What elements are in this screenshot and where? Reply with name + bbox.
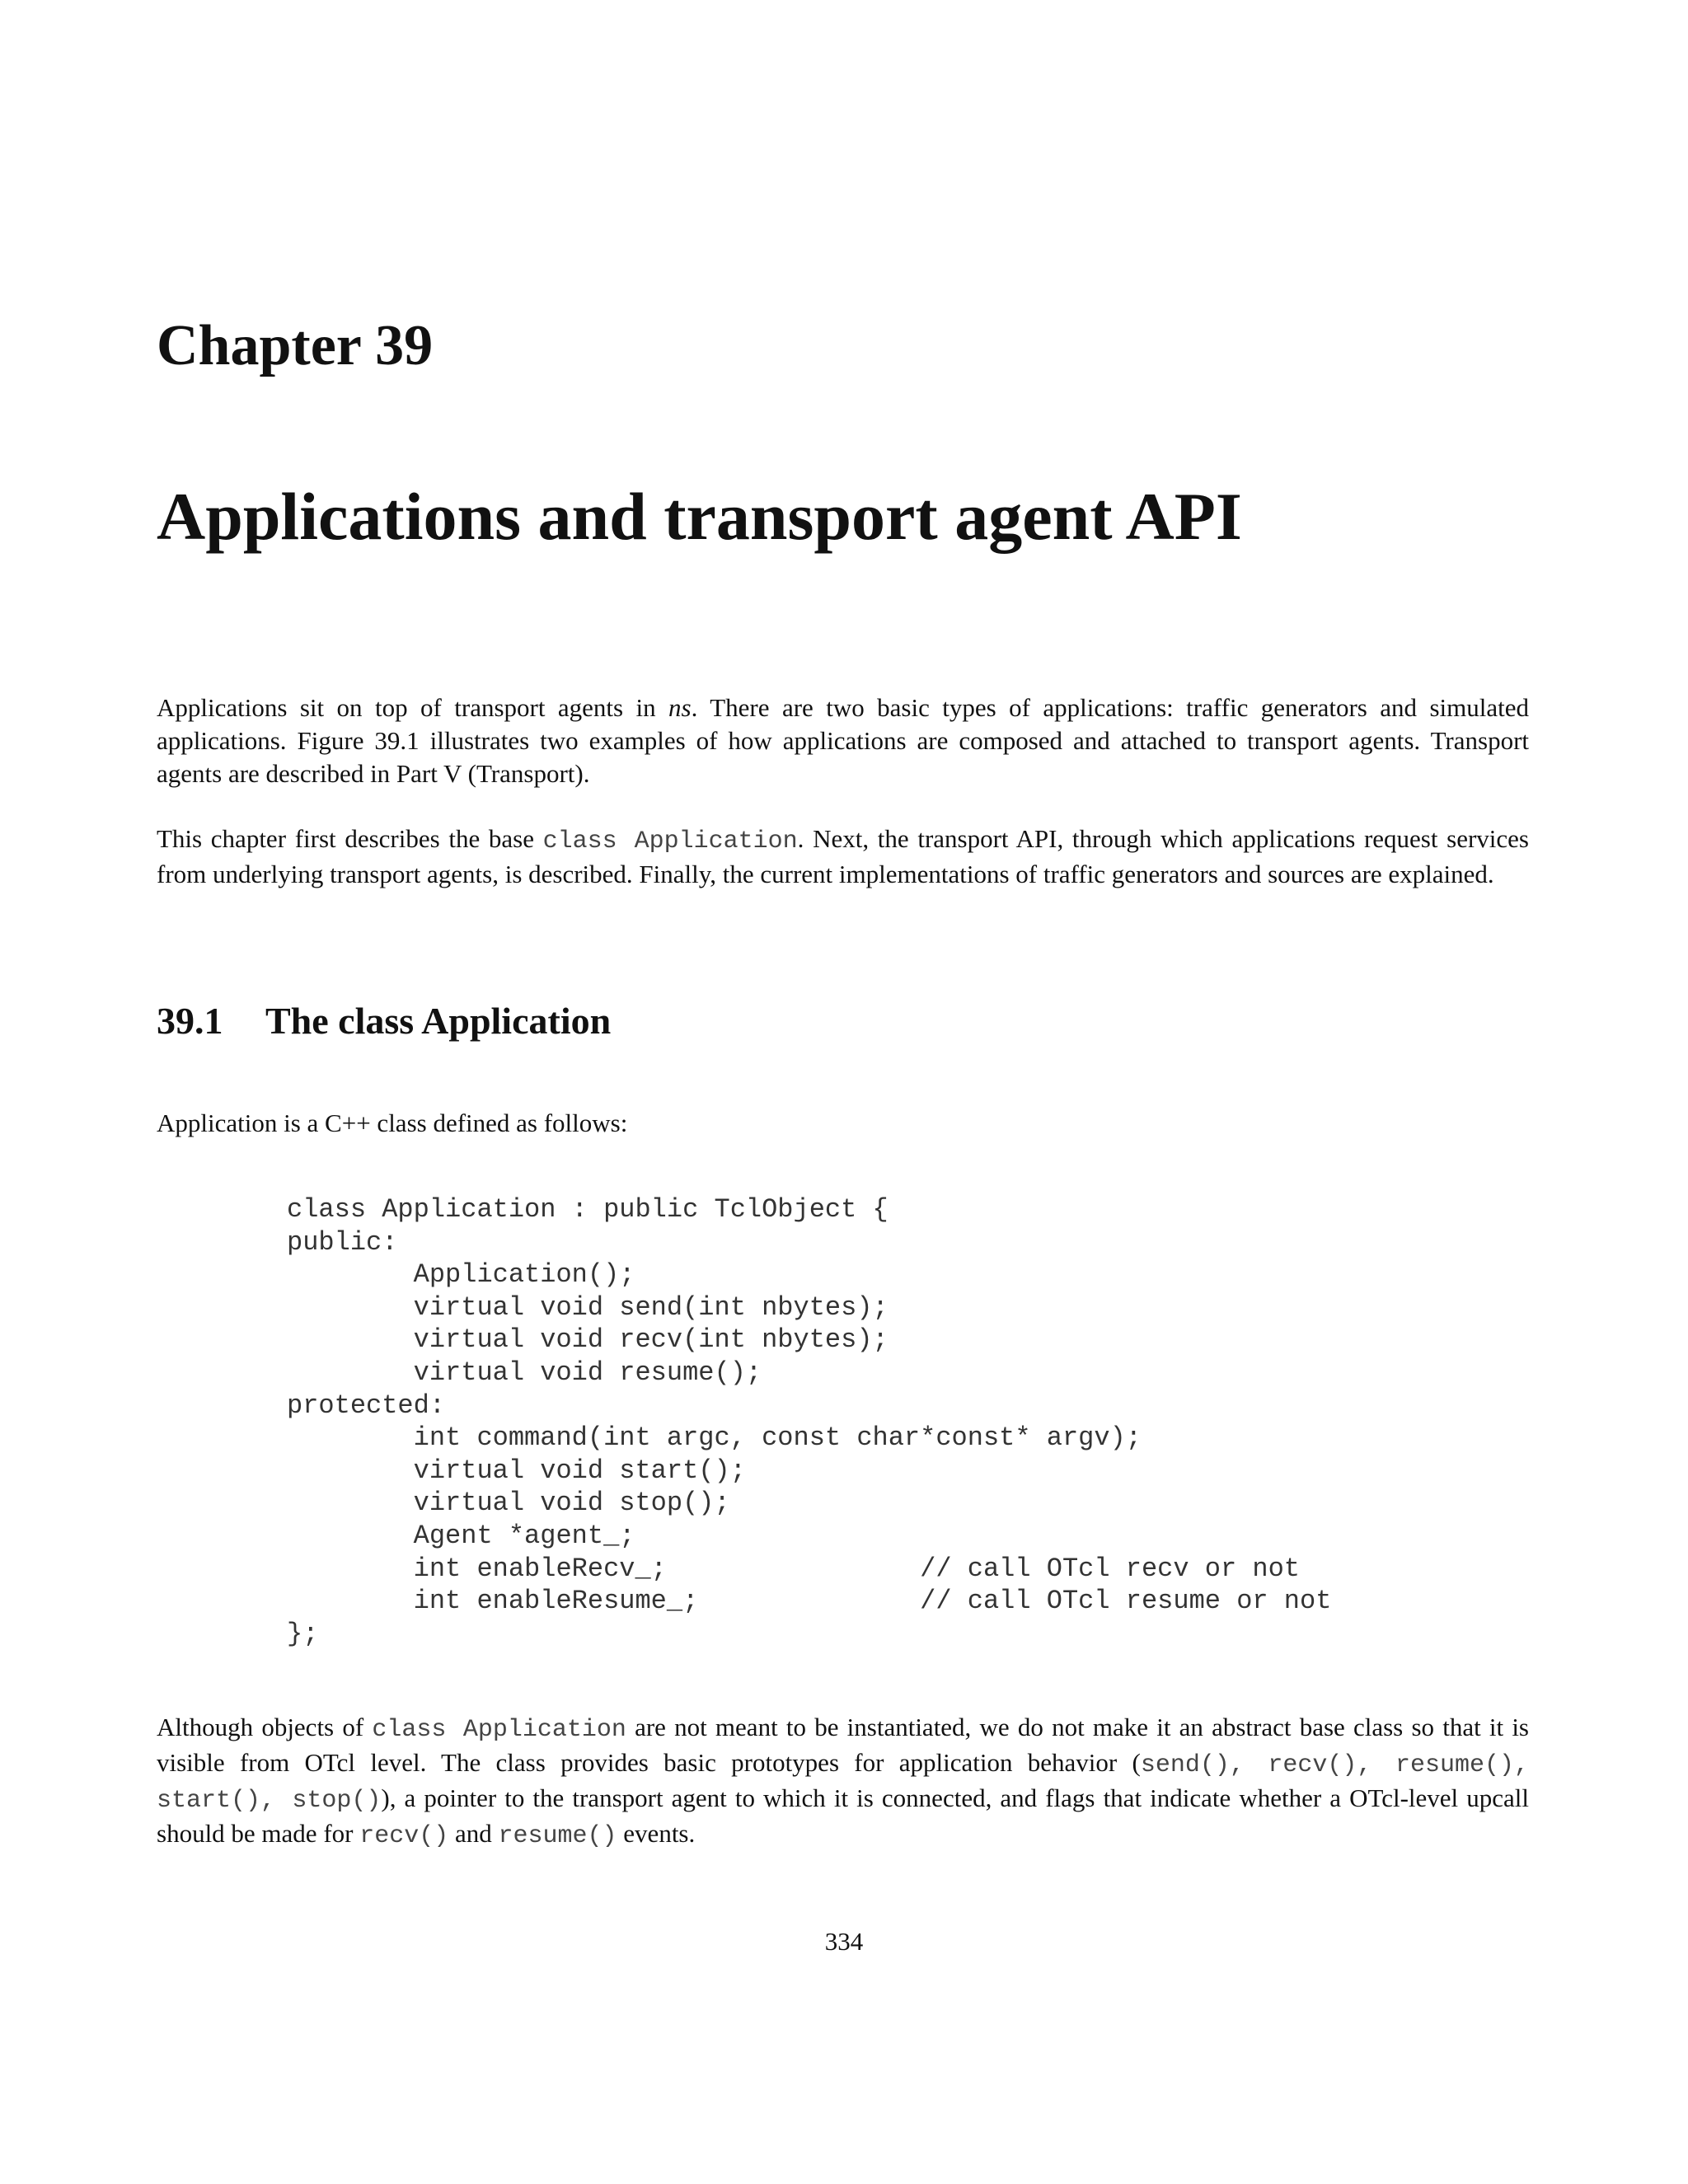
- code-line: Agent *agent_;: [287, 1520, 635, 1551]
- body-text-a: Although objects of: [157, 1713, 373, 1741]
- code-line: int enableResume_; // call OTcl resume or not: [287, 1586, 1332, 1617]
- code-line: };: [287, 1618, 319, 1649]
- section-heading: [157, 1002, 611, 1040]
- code-line: virtual void recv(int nbytes);: [287, 1324, 889, 1356]
- code-listing: [287, 1193, 1331, 1650]
- intro-paragraph-1: [157, 691, 1529, 790]
- code-line: int enableRecv_; // call OTcl recv or not: [287, 1553, 1300, 1584]
- code-line: virtual void resume();: [287, 1357, 762, 1388]
- body-text-e: events.: [617, 1819, 696, 1848]
- ns-term: ns: [668, 693, 692, 722]
- section-title: The class Application: [265, 1000, 612, 1042]
- intro-p1-text-b: . There are two basic types of applications: traffic generators and simulated applications. Figure 39.1 illustrates two examples of how applications are composed and attached to transport agents. Transport agents are described in Part V (Transport).: [157, 693, 1530, 788]
- recv-code: recv(): [359, 1822, 449, 1850]
- resume-code: resume(): [498, 1822, 617, 1850]
- chapter-label: Chapter 39: [157, 314, 434, 377]
- chapter-title: Applications and transport agent API: [157, 479, 1242, 554]
- code-line: Application();: [287, 1259, 635, 1291]
- body-text-c: ), a pointer to the transport agent to which it is connected, and flags that indicate whether a OTcl-level upcall should be made for: [157, 1783, 1529, 1848]
- section-intro-paragraph: Application is a C++ class defined as follows:: [157, 1108, 628, 1137]
- code-line: int command(int argc, const char*const* argv);: [287, 1422, 1142, 1454]
- intro-paragraph-2: [157, 823, 1529, 891]
- intro-p1-text-a: Applications sit on top of transport agents in: [157, 693, 669, 722]
- page-number: 334: [824, 1927, 864, 1956]
- body-paragraph: [157, 1711, 1529, 1853]
- code-line: virtual void stop();: [287, 1488, 730, 1519]
- class-application-code: class Application: [372, 1716, 626, 1744]
- body-text-b: are not meant to be instantiated, we do not make it an abstract base class so that it is visible from OTcl level. The class provides basic prototypes for application behavior (: [157, 1713, 1529, 1777]
- code-line: virtual void start();: [287, 1455, 746, 1486]
- class-application-code: class Application: [542, 827, 798, 855]
- code-line: virtual void send(int nbytes);: [287, 1291, 889, 1323]
- intro-p2-text-a: This chapter first describes the base: [157, 824, 543, 853]
- body-text-d: and: [448, 1819, 499, 1848]
- code-line: protected:: [287, 1390, 446, 1421]
- section-number: 39.1: [157, 1000, 223, 1042]
- method-list-code: send(), recv(), resume(), start(), stop(): [157, 1751, 1530, 1815]
- code-line: public:: [287, 1226, 398, 1258]
- intro-p2-text-b: . Next, the transport API, through which applications request services from underlying transport agents, is described. Finally, the current implementations of traffic generators and sources are explained.: [157, 824, 1529, 888]
- code-line: class Application : public TclObject {: [287, 1194, 889, 1225]
